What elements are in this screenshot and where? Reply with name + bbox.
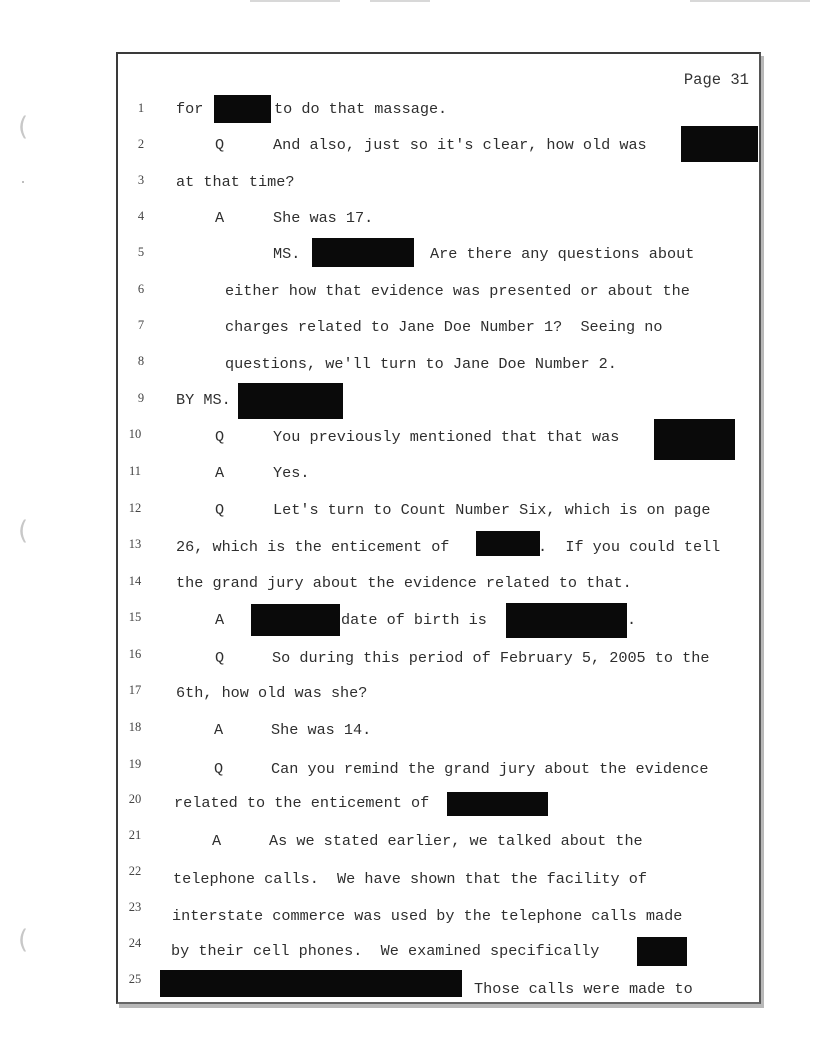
redaction-box — [476, 531, 540, 556]
transcript-page — [116, 52, 761, 1004]
transcript-text: questions, we'll turn to Jane Doe Number 2. — [225, 355, 617, 373]
line-number: 10 — [128, 427, 142, 441]
line-number: 12 — [128, 501, 142, 515]
line-number: 5 — [137, 245, 145, 259]
transcript-text: So during this period of February 5, 2005 to the — [272, 649, 710, 667]
speaker-label: Q — [214, 760, 224, 778]
page-number: Page 31 — [683, 71, 749, 89]
transcript-text: Let's turn to Count Number Six, which is on page — [273, 501, 711, 519]
transcript-text: She was 14. — [271, 721, 372, 739]
transcript-text: Those calls were made to — [474, 980, 693, 998]
redaction-box — [238, 383, 343, 419]
speaker-label: Q — [215, 136, 225, 154]
transcript-text: . — [627, 611, 637, 629]
line-number: 19 — [128, 757, 142, 771]
line-number: 11 — [128, 464, 142, 478]
transcript-text: to do that massage. — [274, 100, 448, 118]
transcript-text: Can you remind the grand jury about the evidence — [271, 760, 709, 778]
line-number: 4 — [137, 209, 145, 223]
redaction-box — [160, 970, 462, 997]
transcript-text: Yes. — [273, 464, 310, 482]
line-number: 21 — [128, 828, 142, 842]
line-number: 23 — [128, 900, 142, 914]
speaker-label: A — [215, 209, 225, 227]
line-number: 25 — [128, 972, 142, 986]
transcript-text: You previously mentioned that that was — [273, 428, 620, 446]
transcript-text: for — [176, 100, 204, 118]
scan-edge-line — [690, 0, 810, 2]
speaker-label: A — [215, 611, 225, 629]
redaction-box — [214, 95, 271, 123]
transcript-text: She was 17. — [273, 209, 374, 227]
line-number: 3 — [137, 173, 145, 187]
transcript-text: 26, which is the enticement of — [176, 538, 450, 556]
transcript-text: date of birth is — [341, 611, 487, 629]
transcript-text: at that time? — [176, 173, 295, 191]
redaction-box — [654, 419, 735, 460]
transcript-text: 6th, how old was she? — [176, 684, 368, 702]
line-number: 16 — [128, 647, 142, 661]
speaker-label: Q — [215, 649, 225, 667]
line-number: 18 — [128, 720, 142, 734]
hole-punch-mark: ( — [18, 516, 29, 546]
redaction-box — [681, 126, 758, 162]
transcript-text: interstate commerce was used by the telephone calls made — [172, 907, 683, 925]
scan-speck — [22, 181, 24, 183]
transcript-text: telephone calls. We have shown that the facility of — [173, 870, 647, 888]
scan-edge-line — [250, 0, 340, 2]
speaker-label: Q — [215, 428, 225, 446]
speaker-label: MS. — [273, 245, 301, 263]
speaker-label: A — [212, 832, 222, 850]
speaker-label: Q — [215, 501, 225, 519]
transcript-text: the grand jury about the evidence related to that. — [176, 574, 632, 592]
line-number: 22 — [128, 864, 142, 878]
redaction-box — [251, 604, 340, 636]
hole-punch-mark: ( — [18, 112, 29, 142]
speaker-label: A — [215, 464, 225, 482]
redaction-box — [506, 603, 627, 638]
line-number: 17 — [128, 683, 142, 697]
transcript-text: As we stated earlier, we talked about the — [269, 832, 643, 850]
line-number: 8 — [137, 354, 145, 368]
redaction-box — [447, 792, 548, 816]
redaction-box — [637, 937, 687, 966]
transcript-text: Are there any questions about — [430, 245, 695, 263]
transcript-text: charges related to Jane Doe Number 1? Seeing no — [225, 318, 663, 336]
line-number: 24 — [128, 936, 142, 950]
line-number: 9 — [137, 391, 145, 405]
hole-punch-mark: ( — [18, 925, 29, 955]
scan-edge-line — [370, 0, 430, 2]
line-number: 14 — [128, 574, 142, 588]
line-number: 13 — [128, 537, 142, 551]
speaker-label: A — [214, 721, 224, 739]
redaction-box — [312, 238, 414, 267]
line-number: 15 — [128, 610, 142, 624]
line-number: 2 — [137, 137, 145, 151]
transcript-text: . If you could tell — [538, 538, 721, 556]
line-number: 1 — [137, 101, 145, 115]
line-number: 20 — [128, 792, 142, 806]
transcript-text: And also, just so it's clear, how old was — [273, 136, 647, 154]
examiner-label: BY MS. — [176, 391, 231, 409]
line-number: 7 — [137, 318, 145, 332]
transcript-text: related to the enticement of — [174, 794, 430, 812]
transcript-text: by their cell phones. We examined specifically — [171, 942, 600, 960]
transcript-text: either how that evidence was presented or about the — [225, 282, 690, 300]
line-number: 6 — [137, 282, 145, 296]
